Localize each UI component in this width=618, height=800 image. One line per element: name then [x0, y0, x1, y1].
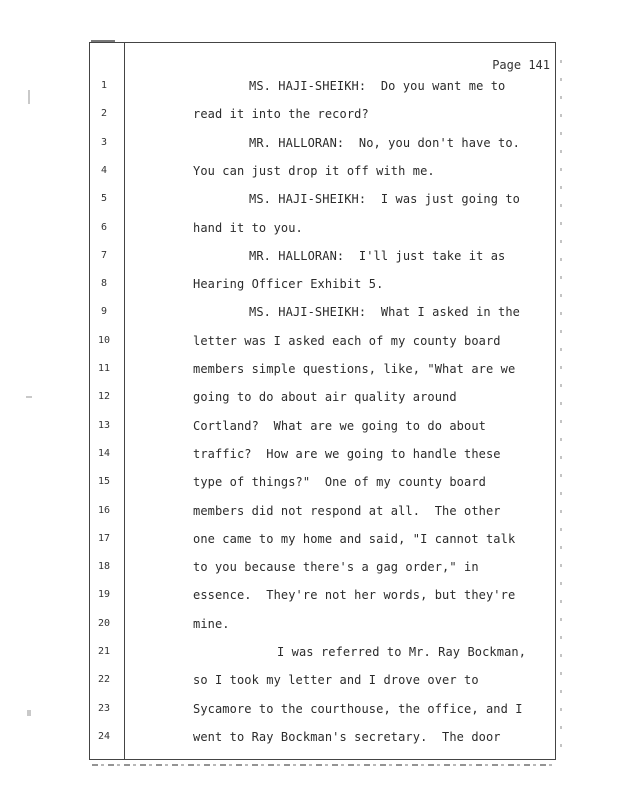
line-number: 23 — [97, 702, 111, 714]
line-number: 15 — [97, 476, 111, 488]
scan-artifact-left-mid — [26, 396, 32, 398]
line-number-margin-rule — [124, 42, 125, 760]
transcript-line: one came to my home and said, "I cannot talk — [193, 531, 516, 546]
scan-artifact-left-low — [27, 710, 31, 716]
line-number: 6 — [100, 221, 108, 233]
scan-artifact-right — [560, 60, 562, 760]
line-number: 1 — [100, 80, 108, 91]
line-number: 4 — [100, 164, 108, 176]
line-number: 9 — [100, 306, 108, 318]
line-number: 18 — [97, 561, 111, 573]
transcript-line: I was referred to Mr. Ray Bockman, — [277, 645, 527, 659]
line-number: 11 — [97, 363, 111, 374]
transcript-line: so I took my letter and I drove over to — [193, 673, 479, 688]
line-number: 20 — [97, 617, 111, 629]
transcript-line: MS. HAJI-SHEIKH: Do you want me to — [249, 79, 506, 93]
transcript-line: to you because there's a gag order," in — [193, 560, 479, 575]
transcript-line: mine. — [193, 616, 230, 631]
transcript-line: read it into the record? — [193, 107, 369, 122]
transcript-line: MS. HAJI-SHEIKH: What I asked in the — [249, 305, 521, 320]
transcript-line: MS. HAJI-SHEIKH: I was just going to — [249, 192, 521, 207]
transcript-line: traffic? How are we going to handle these — [193, 446, 501, 461]
transcript-line: You can just drop it off with me. — [193, 163, 435, 178]
scan-artifact-bottom — [92, 764, 554, 766]
transcript-line: letter was I asked each of my county board — [193, 333, 501, 348]
line-number: 17 — [97, 532, 111, 544]
transcript-line: members simple questions, like, "What are we — [193, 362, 516, 376]
line-number: 10 — [97, 334, 111, 346]
transcript-line: went to Ray Bockman's secretary. The door — [193, 729, 501, 744]
transcript-line: hand it to you. — [193, 220, 303, 235]
line-number: 19 — [97, 589, 111, 601]
transcript-line: essence. They're not her words, but they're — [193, 588, 516, 603]
scan-artifact-top — [91, 40, 115, 42]
line-number: 12 — [97, 391, 111, 403]
line-number: 5 — [100, 193, 108, 205]
line-number: 2 — [100, 108, 108, 120]
transcript-line: MR. HALLORAN: I'll just take it as — [249, 248, 506, 263]
transcript-line: going to do about air quality around — [193, 390, 457, 405]
line-number: 14 — [97, 447, 111, 459]
transcript-line: MR. HALLORAN: No, you don't have to. — [249, 135, 521, 150]
scan-artifact-left — [28, 90, 30, 104]
line-number: 24 — [97, 730, 111, 742]
line-number: 21 — [97, 646, 111, 657]
line-number: 3 — [100, 136, 108, 148]
line-number: 22 — [97, 674, 111, 686]
page-number: Page 141 — [492, 58, 550, 72]
transcript-line: members did not respond at all. The other — [193, 503, 501, 518]
line-number: 13 — [97, 419, 111, 431]
transcript-line: Cortland? What are we going to do about — [193, 418, 486, 433]
line-number: 8 — [100, 278, 108, 290]
line-number: 7 — [100, 249, 108, 261]
transcript-line: type of things?" One of my county board — [193, 475, 486, 490]
transcript-line: Sycamore to the courthouse, the office, and I — [193, 701, 523, 716]
transcript-line: Hearing Officer Exhibit 5. — [193, 277, 384, 292]
line-number: 16 — [97, 504, 111, 516]
